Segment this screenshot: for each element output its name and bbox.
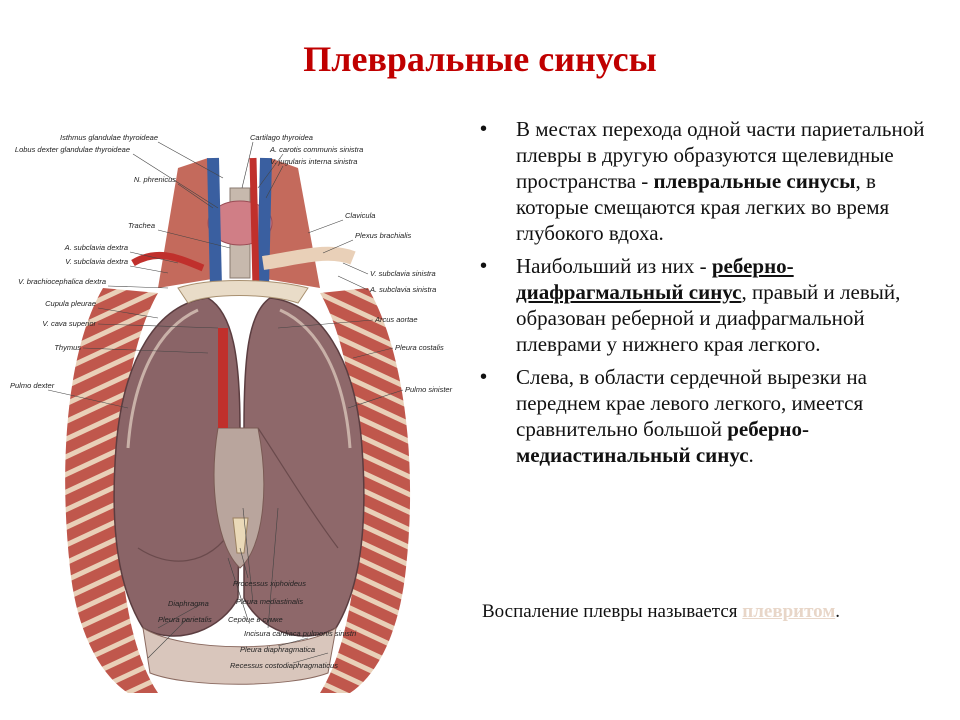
- label-arcus: Arcus aortae: [375, 315, 418, 324]
- label-recessus: Recessus costodiaphragmaticus: [230, 661, 338, 670]
- bullet-dot: •: [480, 366, 488, 388]
- label-processus: Processus xiphoideus: [233, 579, 306, 588]
- bullet-item: • В местах перехода одной части париетальной плевры в другую образуются щелевидные пространства - плевральные синусы, в которые смещаются края легких во время глубокого вдоха.: [480, 117, 925, 245]
- slide-title: Плевральные синусы: [303, 39, 657, 79]
- label-brachio: V. brachiocephalica dextra: [18, 277, 106, 286]
- label-subclavia-a-sin: A. subclavia sinistra: [370, 285, 437, 294]
- term-pleural-sinuses: плевральные синусы: [653, 169, 856, 193]
- bullet-item: • Слева, в области сердечной вырезки на переднем крае левого легкого, имеется сравнительно большой реберно-медиастинальный синус.: [480, 365, 867, 467]
- term-costomediastinal-sinus: реберно-медиастинальный синус: [516, 417, 810, 467]
- footer-note: Воспаление плевры называется плевритом.: [482, 601, 841, 622]
- bullet-list: [478, 116, 933, 475]
- label-phrenicus: N. phrenicus: [133, 175, 176, 184]
- label-clavicula: Clavicula: [345, 211, 376, 220]
- label-cartilago: Cartilago thyroidea: [250, 133, 313, 142]
- bullet-dot: •: [480, 255, 488, 277]
- label-carotis: A. carotis communis sinistra: [270, 145, 364, 154]
- label-subclavia-v-sin: V. subclavia sinistra: [370, 269, 436, 278]
- label-cava: V. cava superior: [42, 319, 96, 328]
- label-cupula: Cupula pleurae: [45, 299, 96, 308]
- label-trachea: Trachea: [128, 221, 155, 230]
- term-costodiaphragmatic-sinus: реберно-диафрагмальный синус: [516, 254, 794, 304]
- label-jugularis: V. jugularis interna sinistra: [270, 157, 358, 166]
- label-isthmus: Isthmus glandulae thyroideae: [60, 133, 158, 142]
- label-lobus: Lobus dexter glandulae thyroideae: [14, 145, 130, 154]
- label-diaphragma: Diaphragma: [168, 599, 209, 608]
- label-pleura-med: Pleura mediastinalis: [236, 597, 304, 606]
- label-incisura: Incisura cardiaca pulmonis sinistri: [244, 629, 357, 638]
- label-pleura-diaph: Pleura diaphragmatica: [240, 645, 316, 654]
- label-subclavia-v-dex: V. subclavia dextra: [65, 257, 128, 266]
- label-cor: Сердце в сумке: [228, 615, 283, 624]
- label-pulmo-sinister: Pulmo sinister: [405, 385, 453, 394]
- label-thymus: Thymus: [54, 343, 81, 352]
- anatomy-illustration: [8, 128, 468, 703]
- bullet-dot: •: [480, 118, 488, 140]
- label-plexus: Plexus brachialis: [355, 231, 412, 240]
- pleuritis-link[interactable]: плевритом: [742, 601, 836, 622]
- label-pleura-costalis: Pleura costalis: [395, 343, 444, 352]
- pleura-anatomy-figure: [8, 128, 468, 703]
- label-pulmo-dexter: Pulmo dexter: [10, 381, 55, 390]
- label-subclavia-a-dex: A. subclavia dextra: [64, 243, 128, 252]
- label-pleura-par: Pleura parietalis: [158, 615, 212, 624]
- bullet-item: • Наибольший из них - реберно-диафрагмальный синус, правый и левый, образован реберной и диафрагмальной плеврами у нижнего края легкого.: [480, 254, 901, 356]
